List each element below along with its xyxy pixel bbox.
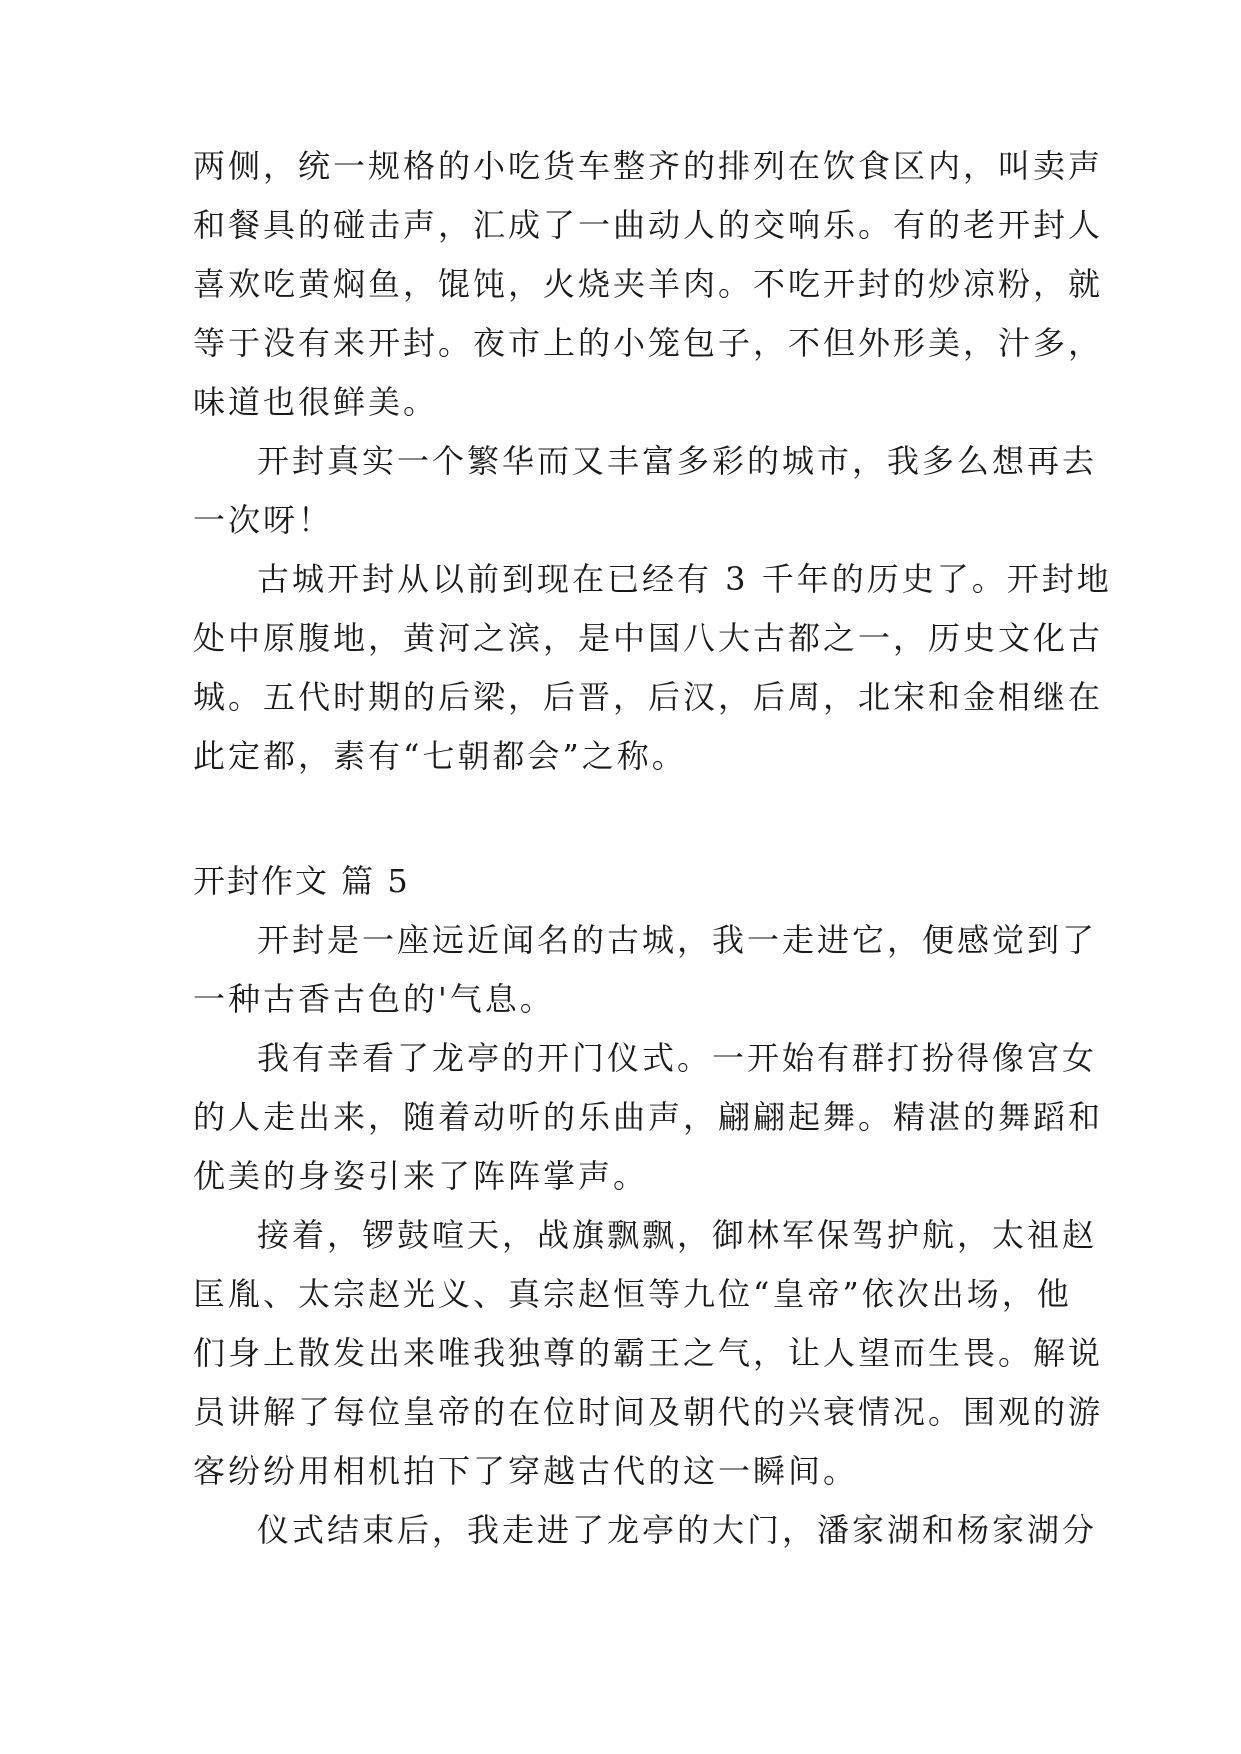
- paragraph-1-line-5: 味道也很鲜美。: [193, 383, 439, 421]
- section-heading: 开封作文 篇 5: [193, 862, 410, 900]
- paragraph-4-line-1: 开封是一座远近闻名的古城，我一走进它，便感觉到了: [257, 921, 1098, 959]
- paragraph-6-line-3: 们身上散发出来唯我独尊的霸王之气，让人望而生畏。解说: [193, 1334, 1104, 1372]
- paragraph-2-line-2: 一次呀！: [193, 501, 334, 539]
- paragraph-3-line-3: 城。五代时期的后梁，后晋，后汉，后周，北宋和金相继在: [193, 678, 1104, 716]
- paragraph-1-line-4: 等于没有来开封。夜市上的小笼包子，不但外形美，汁多，: [193, 324, 1104, 362]
- paragraph-1-line-2: 和餐具的碰击声，汇成了一曲动人的交响乐。有的老开封人: [193, 206, 1104, 244]
- paragraph-3-line-2: 处中原腹地，黄河之滨，是中国八大古都之一，历史文化古: [193, 619, 1104, 657]
- paragraph-5-line-3: 优美的身姿引来了阵阵掌声。: [193, 1157, 649, 1195]
- paragraph-1-line-1: 两侧，统一规格的小吃货车整齐的排列在饮食区内，叫卖声: [193, 147, 1104, 185]
- paragraph-6-line-2: 匡胤、太宗赵光义、真宗赵恒等九位“皇帝”依次出场，他: [193, 1275, 1072, 1313]
- paragraph-5-line-2: 的人走出来，随着动听的乐曲声，翩翩起舞。精湛的舞蹈和: [193, 1098, 1104, 1136]
- paragraph-3-line-4: 此定都，素有“七朝都会”之称。: [193, 737, 687, 775]
- paragraph-7-line-1: 仪式结束后，我走进了龙亭的大门，潘家湖和杨家湖分: [257, 1511, 1098, 1549]
- paragraph-5-line-1: 我有幸看了龙亭的开门仪式。一开始有群打扮得像宫女: [257, 1039, 1098, 1077]
- paragraph-1-line-3: 喜欢吃黄焖鱼，馄饨，火烧夹羊肉。不吃开封的炒凉粉，就: [193, 265, 1104, 303]
- paragraph-6-line-5: 客纷纷用相机拍下了穿越古代的这一瞬间。: [193, 1452, 859, 1490]
- paragraph-6-line-1: 接着，锣鼓喧天，战旗飘飘，御林军保驾护航，太祖赵: [257, 1216, 1098, 1254]
- paragraph-6-line-4: 员讲解了每位皇帝的在位时间及朝代的兴衰情况。围观的游: [193, 1393, 1104, 1431]
- paragraph-4-line-2: 一种古香古色的'气息。: [193, 980, 555, 1018]
- paragraph-3-line-1: 古城开封从以前到现在已经有 3 千年的历史了。开封地: [257, 560, 1112, 598]
- paragraph-2-line-1: 开封真实一个繁华而又丰富多彩的城市，我多么想再去: [257, 442, 1098, 480]
